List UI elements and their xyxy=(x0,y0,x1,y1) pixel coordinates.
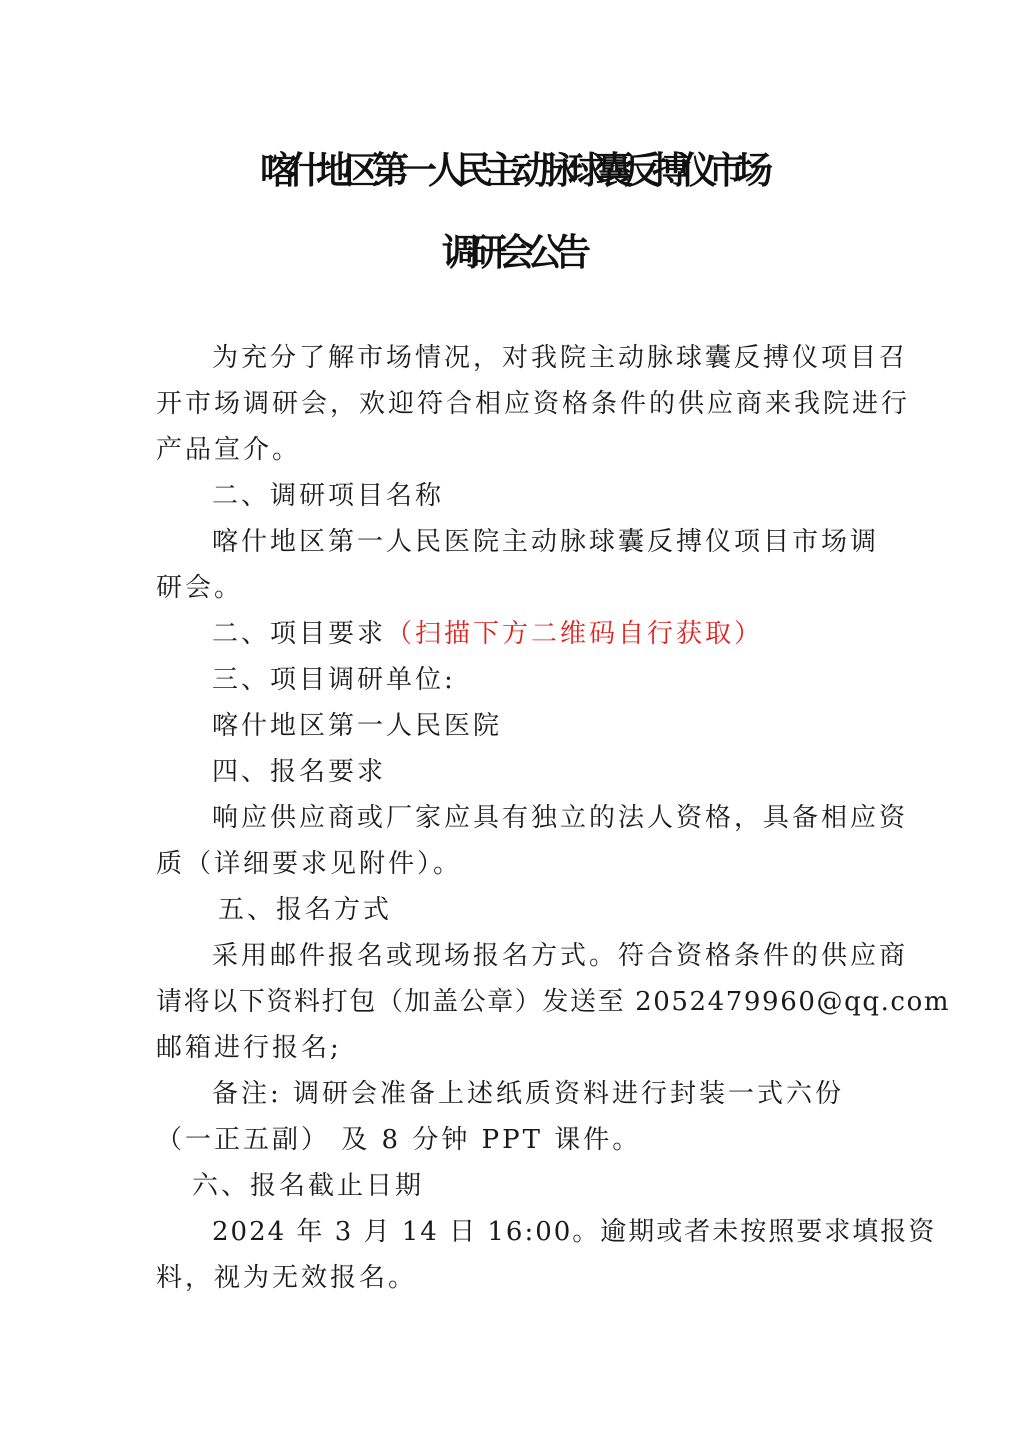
intro-line-1: 为充分了解市场情况，对我院主动脉球囊反搏仪项目召 xyxy=(212,343,909,373)
signup-requirement-line-2: 质（详细要求见附件）。 xyxy=(156,849,463,879)
signup-method-line-1: 采用邮件报名或现场报名方式。符合资格条件的供应商 xyxy=(212,941,909,971)
project-requirement-heading: 二、项目要求 xyxy=(212,619,387,649)
section-project-requirement xyxy=(212,616,763,652)
remark-line-1: 备注: 调研会准备上述纸质资料进行封装一式六份 xyxy=(212,1079,845,1109)
signup-requirement-line-1: 响应供应商或厂家应具有独立的法人资格，具备相应资 xyxy=(212,803,909,833)
section-signup-requirement-heading: 四、报名要求 xyxy=(212,757,387,787)
signup-method-line-3: 邮箱进行报名; xyxy=(156,1033,342,1063)
section-project-name-heading: 二、调研项目名称 xyxy=(212,481,445,511)
document-title-line-1: 喀什地区第一人民主动脉球囊反搏仪市场 xyxy=(260,149,764,192)
project-name-line-2: 研会。 xyxy=(156,573,244,603)
research-unit-value: 喀什地区第一人民医院 xyxy=(212,711,503,741)
section-deadline-heading: 六、报名截止日期 xyxy=(192,1171,425,1201)
section-research-unit-heading: 三、项目调研单位: xyxy=(212,665,456,695)
signup-method-line-2: 请将以下资料打包（加盖公章）发送至 2052479960@qq.com xyxy=(156,987,951,1017)
section-signup-method-heading: 五、报名方式 xyxy=(218,895,393,925)
deadline-line-2: 料，视为无效报名。 xyxy=(156,1263,418,1293)
project-name-line-1: 喀什地区第一人民医院主动脉球囊反搏仪项目市场调 xyxy=(212,527,880,557)
qr-code-note: （扫描下方二维码自行获取） xyxy=(386,619,764,649)
intro-line-2: 开市场调研会，欢迎符合相应资格条件的供应商来我院进行 xyxy=(156,389,911,419)
intro-line-3: 产品宣介。 xyxy=(156,435,302,465)
document-title-line-2: 调研会公告 xyxy=(442,231,582,274)
deadline-line-1: 2024 年 3 月 14 日 16:00。逾期或者未按照要求填报资 xyxy=(212,1217,937,1247)
remark-line-2: （一正五副） 及 8 分钟 PPT 课件。 xyxy=(156,1125,642,1155)
